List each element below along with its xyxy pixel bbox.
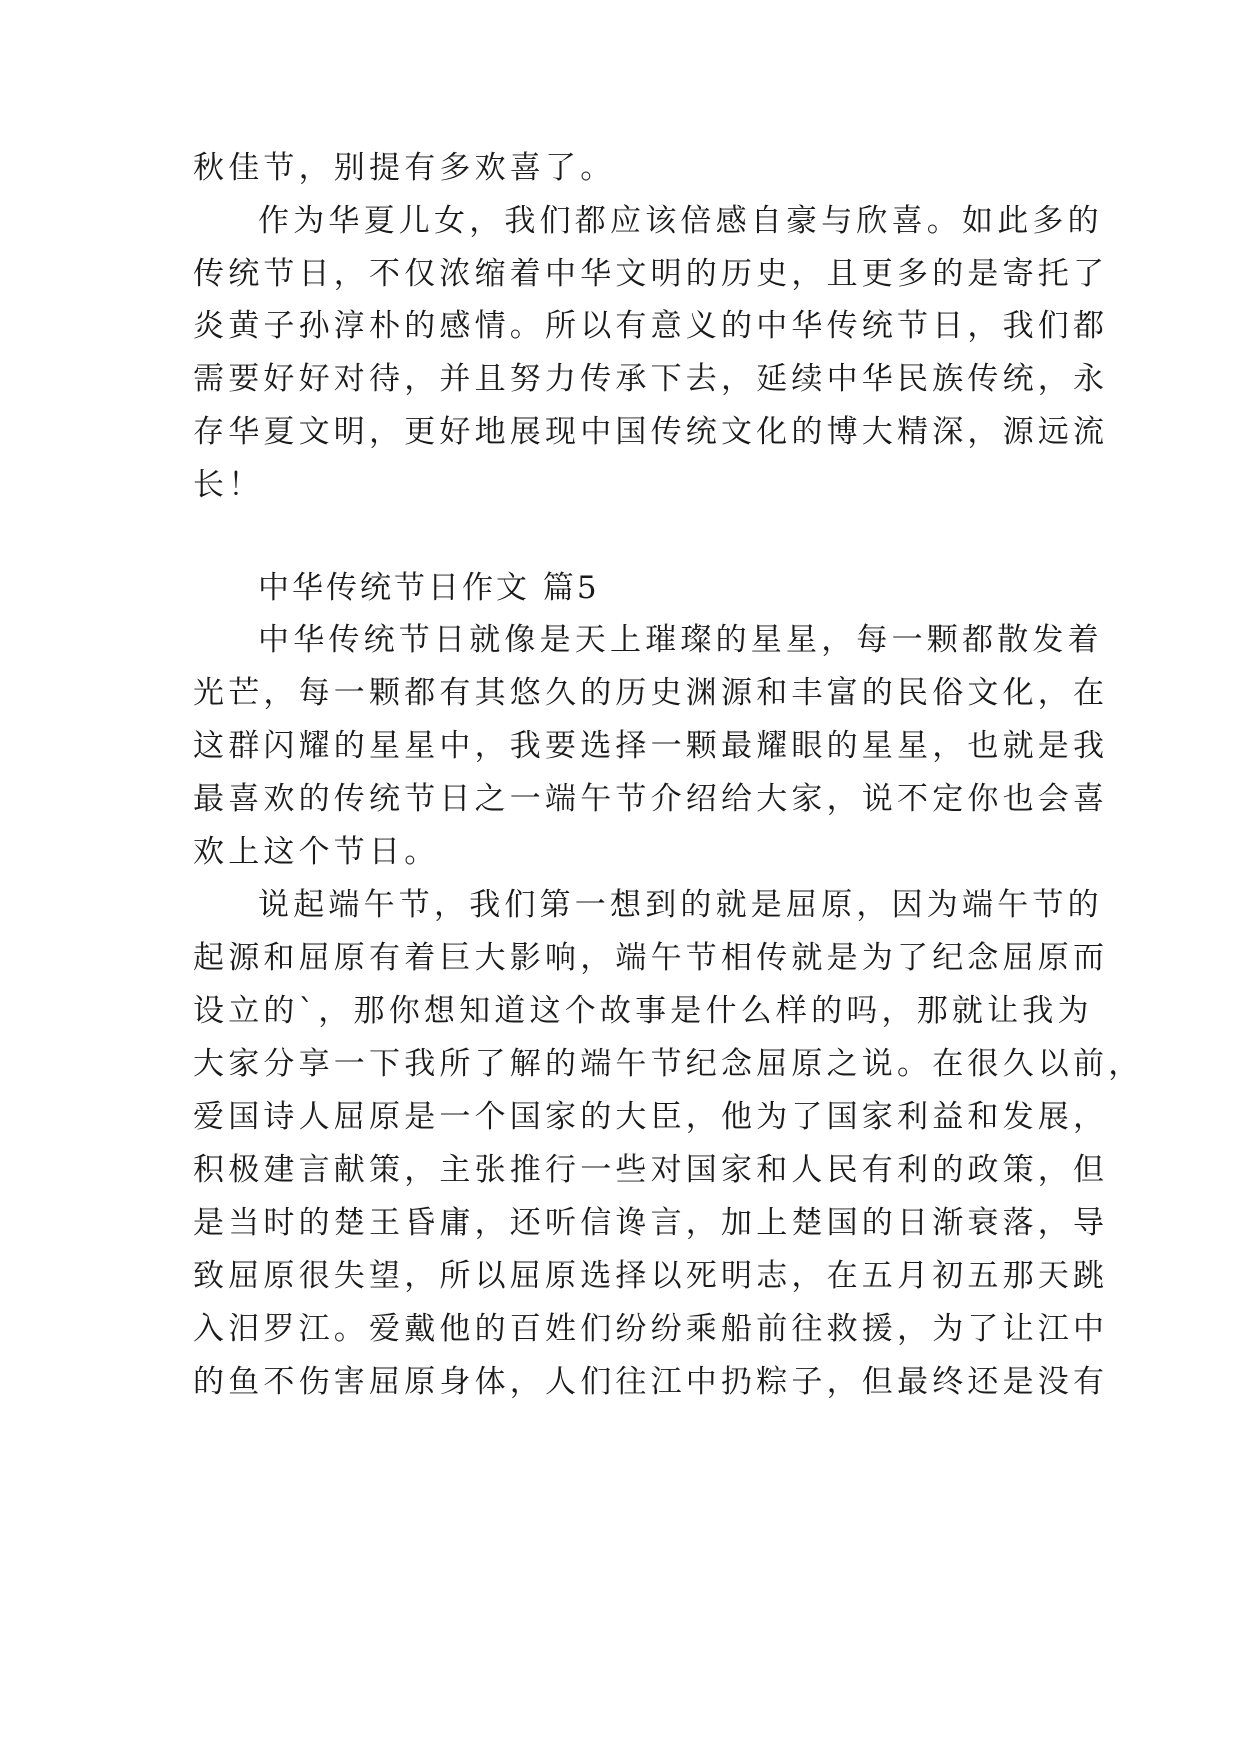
- paragraph-line: 的鱼不伤害屈原身体，人们往江中扔粽子，但最终还是没有: [193, 1364, 1109, 1400]
- paragraph-line: 秋佳节，别提有多欢喜了。: [193, 150, 616, 186]
- paragraph-line: 存华夏文明，更好地展现中国传统文化的博大精深，源远流: [193, 414, 1109, 450]
- paragraph-line: 欢上这个节日。: [193, 834, 440, 870]
- paragraph-line: 是当时的楚王昏庸，还听信谗言，加上楚国的日渐衰落，导: [193, 1205, 1109, 1241]
- paragraph-line: 起源和屈原有着巨大影响，端午节相传就是为了纪念屈原而: [193, 940, 1109, 976]
- paragraph-line: 需要好好对待，并且努力传承下去，延续中华民族传统，永: [193, 361, 1109, 397]
- paragraph-line: 设立的`，那你想知道这个故事是什么样的吗，那就让我为: [193, 993, 1093, 1029]
- paragraph-line: 致屈原很失望，所以屈原选择以死明志，在五月初五那天跳: [193, 1258, 1109, 1294]
- paragraph-line: 中华传统节日就像是天上璀璨的星星，每一颗都散发着: [258, 622, 1103, 658]
- paragraph-line: 炎黄子孙淳朴的感情。所以有意义的中华传统节日，我们都: [193, 308, 1109, 344]
- paragraph-line: 积极建言献策，主张推行一些对国家和人民有利的政策，但: [193, 1152, 1109, 1188]
- paragraph-line: 作为华夏儿女，我们都应该倍感自豪与欣喜。如此多的: [258, 203, 1103, 239]
- paragraph-line: 大家分享一下我所了解的端午节纪念屈原之说。在很久以前，: [193, 1046, 1144, 1082]
- paragraph-line: 传统节日，不仅浓缩着中华文明的历史，且更多的是寄托了: [193, 256, 1109, 292]
- paragraph-line: 长！: [193, 467, 264, 503]
- section-heading: 中华传统节日作文 篇5: [258, 570, 600, 606]
- paragraph-line: 爱国诗人屈原是一个国家的大臣，他为了国家利益和发展，: [193, 1099, 1109, 1135]
- paragraph-line: 入汨罗江。爱戴他的百姓们纷纷乘船前往救援，为了让江中: [193, 1311, 1109, 1347]
- paragraph-line: 最喜欢的传统节日之一端午节介绍给大家，说不定你也会喜: [193, 781, 1109, 817]
- paragraph-line: 说起端午节，我们第一想到的就是屈原，因为端午节的: [258, 887, 1103, 923]
- paragraph-line: 这群闪耀的星星中，我要选择一颗最耀眼的星星，也就是我: [193, 728, 1109, 764]
- paragraph-line: 光芒，每一颗都有其悠久的历史渊源和丰富的民俗文化，在: [193, 675, 1109, 711]
